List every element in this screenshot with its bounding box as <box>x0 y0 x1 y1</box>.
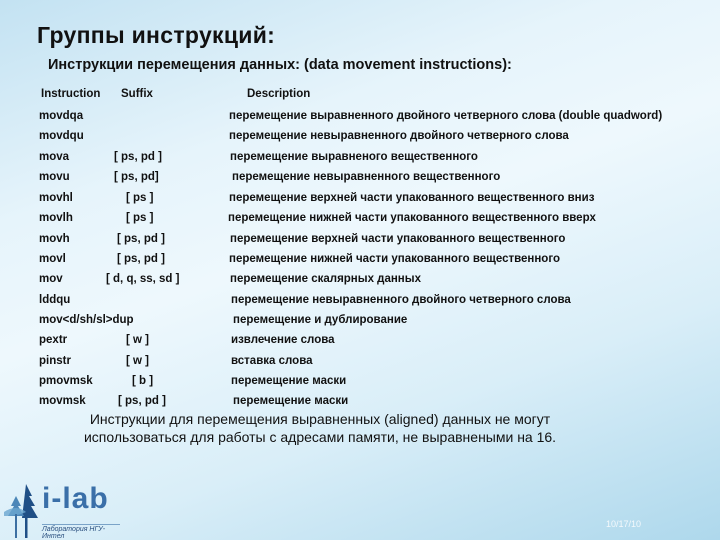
alignment-note <box>30 410 610 446</box>
row-instruction: movdqa <box>39 110 84 122</box>
row-instruction: lddqu <box>39 294 71 306</box>
row-suffix: [ ps, pd ] <box>118 395 166 407</box>
row-description: вставка слова <box>231 355 313 367</box>
row-instruction: movmsk <box>39 395 86 407</box>
row-description: перемещение маски <box>231 375 347 387</box>
row-suffix: [ w ] <box>126 334 149 346</box>
table-row <box>0 171 720 191</box>
column-header-description: Description <box>247 88 311 100</box>
row-suffix: [ b ] <box>132 375 154 387</box>
logo-tagline: Лаборатория НГУ-Интел <box>42 524 120 540</box>
table-row <box>0 110 720 130</box>
row-description: перемещение невыравненного двойного четверного слова <box>231 294 571 306</box>
row-instruction: movh <box>39 233 70 245</box>
row-instruction: pmovmsk <box>39 375 93 387</box>
row-description: перемещение невыравненного двойного четверного слова <box>229 130 569 142</box>
table-row <box>0 294 720 314</box>
row-instruction: movu <box>39 171 70 183</box>
row-description: перемещение верхней части упакованного вещественного вниз <box>229 192 595 204</box>
row-suffix: [ ps, pd] <box>114 171 159 183</box>
table-row <box>0 212 720 232</box>
note-line-2: использоваться для работы с адресами памяти, не выравнеными на 16. <box>83 429 557 445</box>
row-description: перемещение выравненого вещественного <box>230 151 478 163</box>
row-instruction: movlh <box>39 212 73 224</box>
row-suffix: [ ps ] <box>126 192 154 204</box>
row-description: перемещение и дублирование <box>233 314 408 326</box>
row-description: перемещение нижней части упакованного вещественного <box>229 253 560 265</box>
table-row <box>0 253 720 273</box>
row-description: перемещение невыравненного вещественного <box>232 171 501 183</box>
row-instruction: mova <box>39 151 70 163</box>
row-instruction: pinstr <box>39 355 71 367</box>
row-description: перемещение скалярных данных <box>230 273 421 285</box>
row-description: перемещение нижней части упакованного вещественного вверх <box>228 212 596 224</box>
table-row <box>0 192 720 212</box>
row-suffix: [ d, q, ss, sd ] <box>106 273 180 285</box>
row-instruction: movl <box>39 253 66 265</box>
slide-date: 10/17/10 <box>606 519 642 529</box>
slide-title: Группы инструкций: <box>37 22 276 48</box>
table-row <box>0 355 720 375</box>
row-description: извлечение слова <box>231 334 335 346</box>
table-row <box>0 130 720 150</box>
table-row <box>0 151 720 171</box>
row-instruction: mov <box>39 273 63 285</box>
row-description: перемещение выравненного двойного четверного слова (double quadword) <box>229 110 663 122</box>
table-row <box>0 273 720 293</box>
table-row <box>0 375 720 395</box>
table-row <box>0 233 720 253</box>
row-suffix: [ ps, pd ] <box>117 233 165 245</box>
row-description: перемещение маски <box>233 395 349 407</box>
slide-subtitle: Инструкции перемещения данных: (data movement instructions): <box>48 57 512 73</box>
row-description: перемещение верхней части упакованного вещественного <box>230 233 566 245</box>
logo-name: i-lab <box>42 482 109 515</box>
row-suffix: [ ps, pd ] <box>117 253 165 265</box>
column-header-instruction: Instruction <box>41 88 101 100</box>
row-suffix: [ w ] <box>126 355 149 367</box>
row-instruction: pextr <box>39 334 68 346</box>
pine-tree-icon <box>2 482 44 538</box>
row-instruction: movdqu <box>39 130 84 142</box>
row-instruction: mov<d/sh/sl>dup <box>39 314 134 326</box>
column-header-suffix: Suffix <box>121 88 153 100</box>
note-line-1: Инструкции для перемещения выравненных (aligned) данных не могут <box>89 411 551 427</box>
ilab-logo <box>2 482 132 538</box>
row-instruction: movhl <box>39 192 73 204</box>
row-suffix: [ ps ] <box>126 212 154 224</box>
table-row <box>0 334 720 354</box>
table-row <box>0 314 720 334</box>
row-suffix: [ ps, pd ] <box>114 151 162 163</box>
